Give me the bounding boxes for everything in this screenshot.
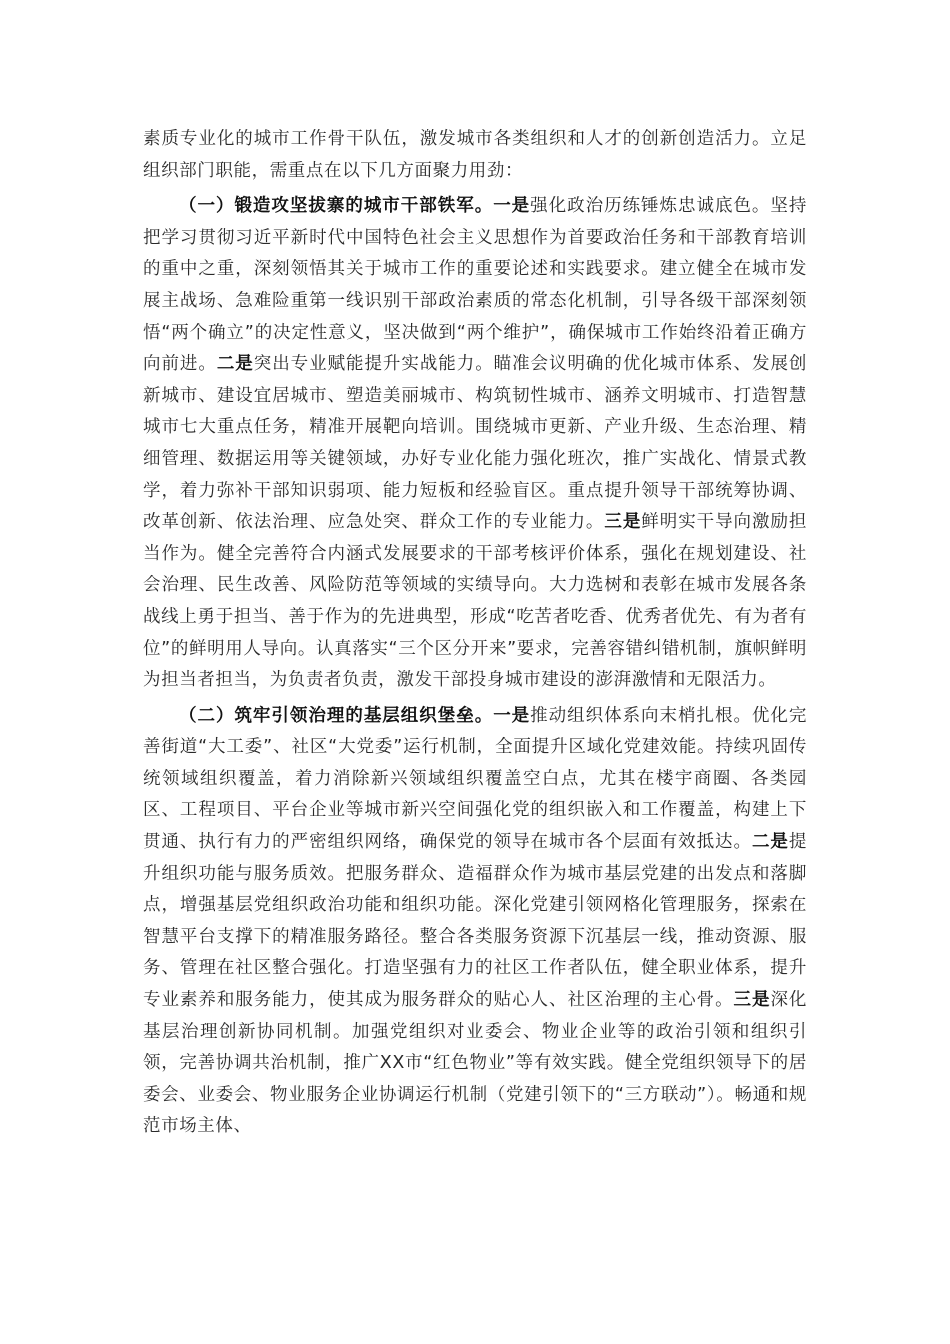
- section-2-heading: （二）筑牢引领治理的基层组织堡垒。: [179, 705, 494, 726]
- section-1-heading: （一）锻造攻坚拔寨的城市干部铁军。: [179, 196, 494, 217]
- section-2-point-2-label: 二是: [751, 832, 789, 853]
- section-1-point-3-text: 鲜明实干导向激励担当作为。健全完善符合内涵式发展要求的干部考核评价体系，强化在规划建设、社会治理、民生改善、风险防范等领域的实绩导向。大力选树和表彰在城市发展各条战线上勇于担当、善于作为的先进典型，形成“吃苦者吃香、优秀者优先、有为者有位”的鲜明用人导向。认真落实“三个区分开来”要求，完善容错纠错机制，旗帜鲜明为担当者担当，为负责者负责，激发干部投身城市建设的澎湃激情和无限活力。: [143, 512, 808, 691]
- section-1-paragraph: [143, 191, 807, 697]
- intro-text: 素质专业化的城市工作骨干队伍，激发城市各类组织和人才的创新创造活力。立足组织部门职能，需重点在以下几方面聚力用劲：: [143, 129, 807, 181]
- section-1-point-3-label: 三是: [604, 512, 642, 533]
- section-2-point-1-text: 推动组织体系向末梢扎根。优化完善街道“大工委”、社区“大党委”运行机制，全面提升区域化党建效能。持续巩固传统领域组织覆盖，着力消除新兴领域组织覆盖空白点，尤其在楼宇商圈、各类园区、工程项目、平台企业等城市新兴空间强化党的组织嵌入和工作覆盖，构建上下贯通、执行有力的严密组织网络，确保党的领导在城市各个层面有效抵达。: [143, 705, 807, 853]
- intro-paragraph: [143, 124, 807, 187]
- section-2-point-1-label: 一是: [493, 705, 531, 726]
- section-1-point-2-label: 二是: [216, 354, 254, 375]
- section-1-point-1-label: 一是: [493, 196, 531, 217]
- section-2-point-3-label: 三是: [733, 990, 771, 1011]
- section-1-point-2-text: 突出专业赋能提升实战能力。瞄准会议明确的优化城市体系、发展创新城市、建设宜居城市、塑造美丽城市、构筑韧性城市、涵养文明城市、打造智慧城市七大重点任务，精准开展靶向培训。围绕城市更新、产业升级、生态治理、精细管理、数据运用等关键领域，办好专业化能力强化班次，推广实战化、情景式教学，着力弥补干部知识弱项、能力短板和经验盲区。重点提升领导干部统筹协调、改革创新、依法治理、应急处突、群众工作的专业能力。: [143, 354, 808, 533]
- section-2-point-3-text: 深化基层治理创新协同机制。加强党组织对业委会、物业企业等的政治引领和组织引领，完善协调共治机制，推广XX市“红色物业”等有效实践。健全党组织领导下的居委会、业委会、物业服务企业协调运行机制（党建引领下的“三方联动”）。畅通和规范市场主体、: [143, 990, 808, 1137]
- section-2-paragraph: [143, 701, 807, 1143]
- section-2-point-2-text: 提升组织功能与服务质效。把服务群众、造福群众作为城市基层党建的出发点和落脚点，增强基层党组织政治功能和组织功能。深化党建引领网格化管理服务，探索在智慧平台支撑下的精准服务路径。整合各类服务资源下沉基层一线，推动资源、服务、管理在社区整合强化。打造坚强有力的社区工作者队伍，健全职业体系，提升专业素养和服务能力，使其成为服务群众的贴心人、社区治理的主心骨。: [143, 832, 807, 1011]
- section-1-point-1-text: 强化政治历练锤炼忠诚底色。坚持把学习贯彻习近平新时代中国特色社会主义思想作为首要政治任务和干部教育培训的重中之重，深刻领悟其关于城市工作的重要论述和实践要求。建立健全在城市发展主战场、急难险重第一线识别干部政治素质的常态化机制，引导各级干部深刻领悟“两个确立”的决定性意义，坚决做到“两个维护”，确保城市工作始终沿着正确方向前进。: [143, 196, 807, 375]
- document-body: [143, 124, 807, 1143]
